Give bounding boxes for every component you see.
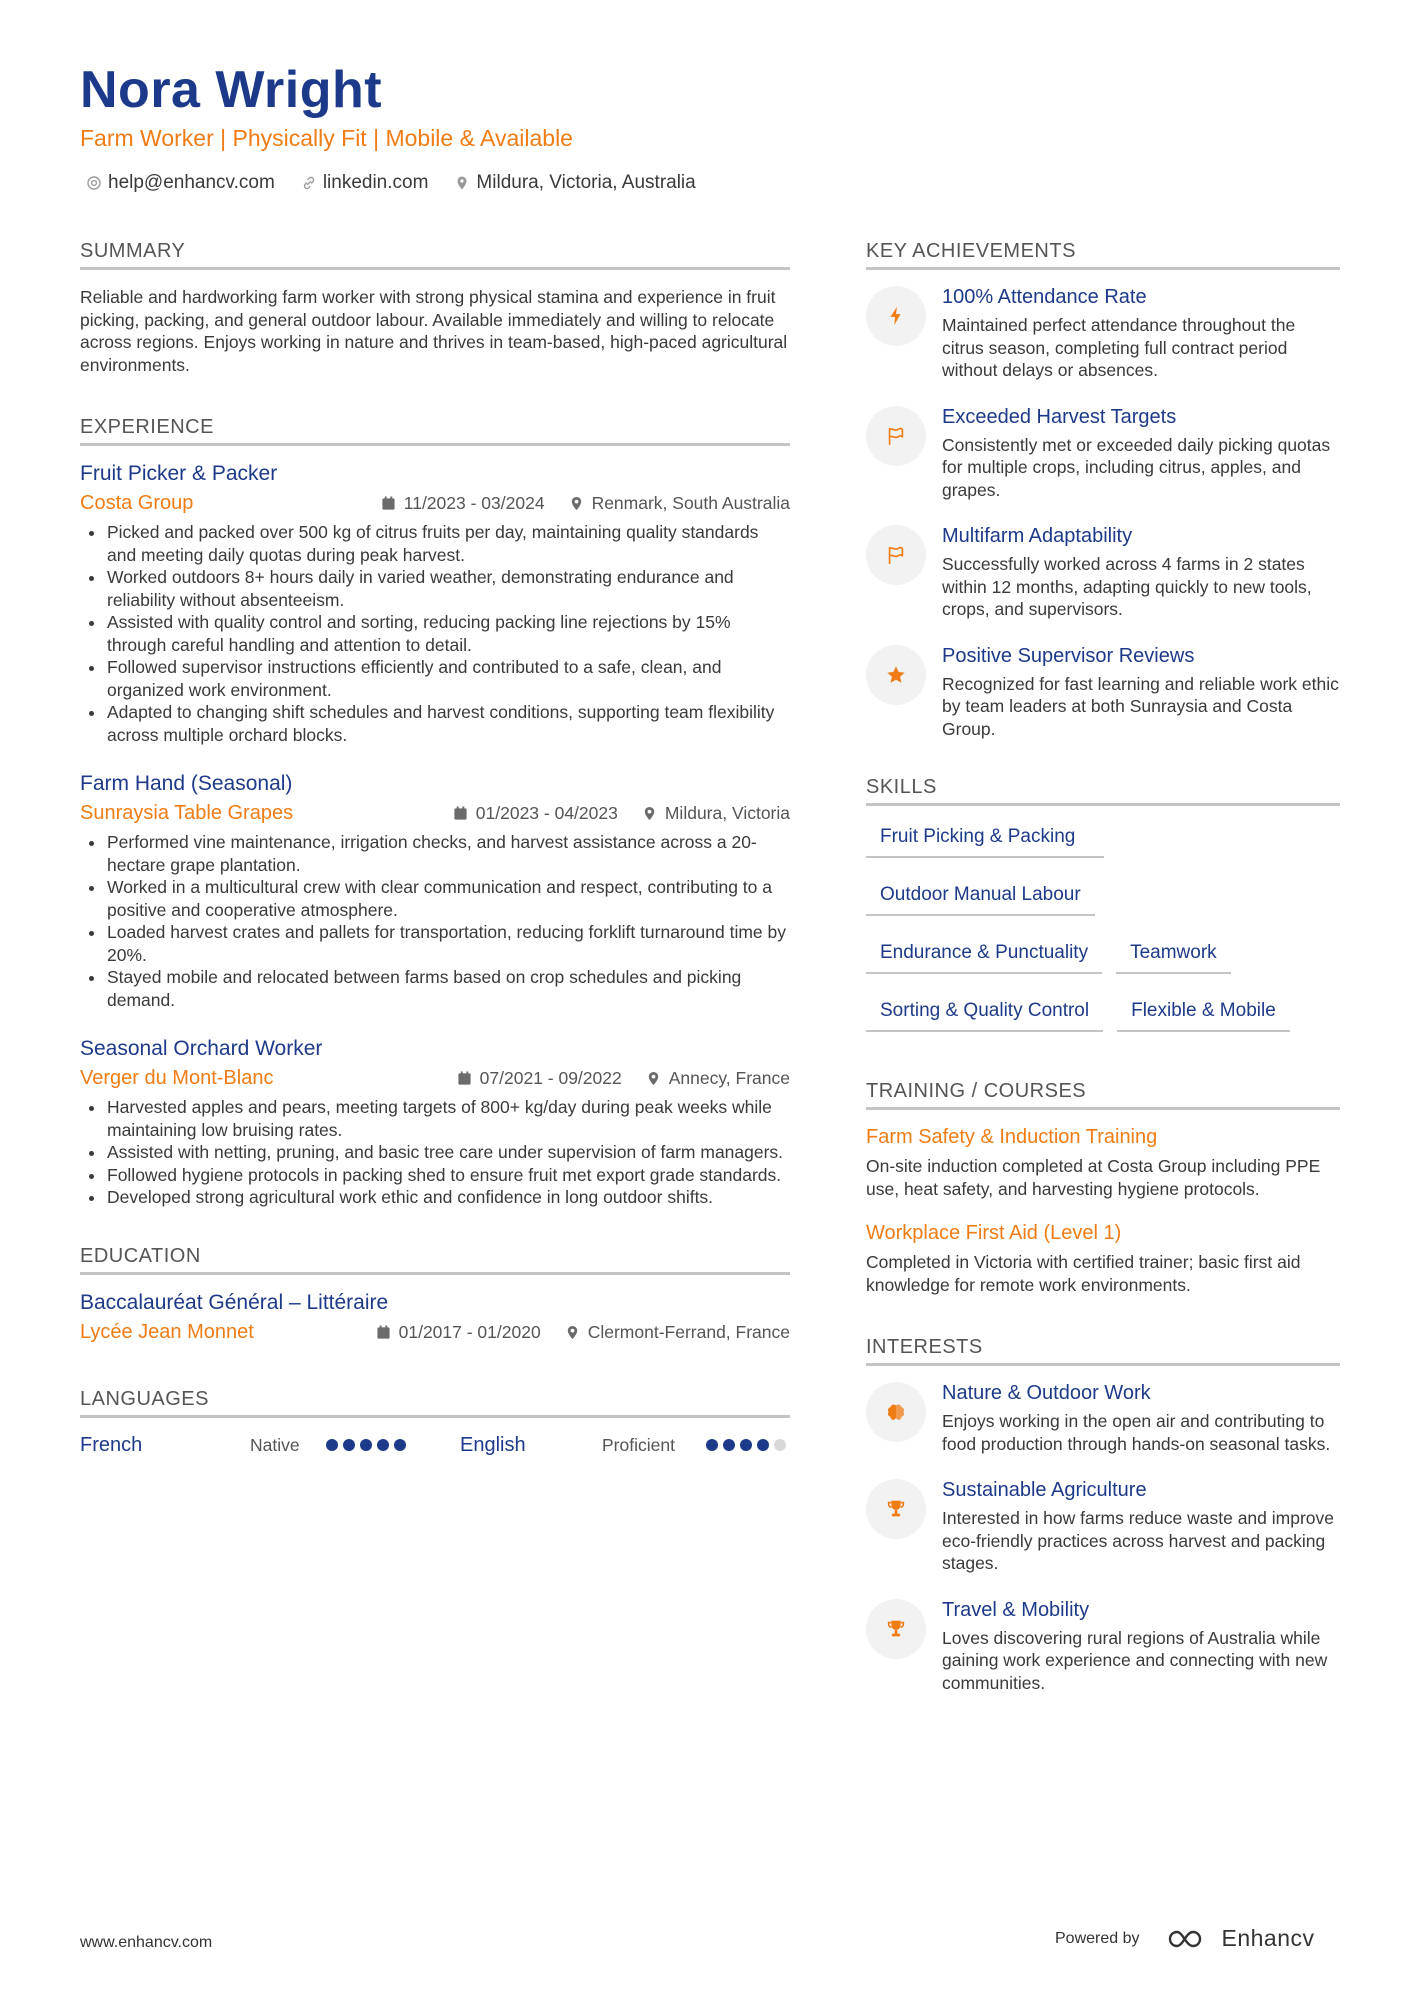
- contact-email[interactable]: [86, 172, 275, 194]
- skill-tag: Flexible & Mobile: [1117, 996, 1290, 1032]
- rating-dot-empty: [774, 1439, 786, 1451]
- section-title: KEY ACHIEVEMENTS: [866, 240, 1340, 270]
- interest-body: [942, 1382, 1340, 1455]
- degree-title: Baccalauréat Général – Littéraire: [80, 1290, 389, 1314]
- achievement-title: Multifarm Adaptability: [942, 525, 1133, 547]
- achievements-section: [866, 240, 1340, 740]
- achievement-body: [942, 525, 1340, 621]
- job-dates: [457, 1068, 622, 1089]
- interest-title: Sustainable Agriculture: [942, 1479, 1147, 1501]
- achievement-text: Successfully worked across 4 farms in 2 states within 12 months, adapting quickly to new tools, crops, and supervisors.: [942, 554, 1312, 619]
- interest-item: [866, 1382, 1340, 1455]
- summary-section: [80, 240, 790, 376]
- education-meta-right: [376, 1322, 790, 1343]
- contact-linkedin[interactable]: [301, 172, 429, 194]
- language-name: English: [460, 1433, 526, 1456]
- job-title: Farm Hand (Seasonal): [80, 772, 293, 795]
- rating-dot-filled: [723, 1439, 735, 1451]
- company-name: Sunraysia Table Grapes: [80, 802, 294, 824]
- course-text: Completed in Victoria with certified trainer; basic first aid knowledge for remote work environments.: [866, 1252, 1301, 1295]
- interest-icon-badge: [866, 1382, 926, 1442]
- section-title: EXPERIENCE: [80, 416, 790, 446]
- interest-icon-badge: [866, 1479, 926, 1539]
- calendar-icon: [381, 496, 396, 511]
- right-column: [866, 240, 1340, 1734]
- interest-text: Enjoys working in the open air and contributing to food production through hands-on seasonal tasks.: [942, 1411, 1331, 1454]
- course-title: Workplace First Aid (Level 1): [866, 1222, 1122, 1244]
- interest-item: [866, 1479, 1340, 1575]
- rating-dot-filled: [360, 1439, 372, 1451]
- section-title: EDUCATION: [80, 1245, 790, 1275]
- contact-bar: [86, 172, 696, 194]
- achievement-item: [866, 406, 1340, 502]
- job-location: [646, 1068, 790, 1089]
- language-level: Proficient: [602, 1434, 675, 1455]
- star-icon: [885, 664, 907, 686]
- interest-item: [866, 1599, 1340, 1695]
- job-bullets: [80, 831, 790, 1011]
- lightning-icon: [885, 305, 907, 327]
- job-bullets: [80, 521, 790, 746]
- interest-title: Nature & Outdoor Work: [942, 1382, 1151, 1404]
- job-dates: [381, 493, 545, 514]
- link-icon: [301, 175, 317, 191]
- interest-body: [942, 1479, 1340, 1575]
- location-pin-icon: [642, 806, 657, 821]
- skills-list: [866, 822, 1336, 1032]
- powered-by-label: Powered by: [1055, 1929, 1140, 1947]
- rating-dot-filled: [377, 1439, 389, 1451]
- job-location: [642, 803, 790, 824]
- skill-tag: Outdoor Manual Labour: [866, 880, 1095, 916]
- company-name: Costa Group: [80, 492, 194, 514]
- achievement-title: 100% Attendance Rate: [942, 286, 1147, 308]
- job-title: Fruit Picker & Packer: [80, 462, 278, 485]
- achievement-icon-badge: [866, 645, 926, 705]
- experience-item: [80, 1037, 790, 1209]
- skill-tag: Endurance & Punctuality: [866, 938, 1102, 974]
- brain-icon: [885, 1401, 907, 1423]
- section-title: LANGUAGES: [80, 1388, 790, 1418]
- school-name: Lycée Jean Monnet: [80, 1320, 254, 1343]
- rating-dot-filled: [757, 1439, 769, 1451]
- dates-text: 01/2017 - 01/2020: [398, 1321, 541, 1342]
- calendar-icon: [453, 806, 468, 821]
- company-name: Verger du Mont-Blanc: [80, 1067, 274, 1089]
- experience-section: [80, 416, 790, 1209]
- enhancv-logo-icon: [1166, 1927, 1212, 1951]
- course-item: [866, 1222, 1340, 1296]
- flag-icon: [885, 544, 907, 566]
- education-section: [80, 1245, 790, 1344]
- job-meta: [80, 492, 790, 515]
- linkedin-text: linkedin.com: [322, 172, 429, 193]
- skill-tag: Fruit Picking & Packing: [866, 822, 1104, 858]
- location-text: Renmark, South Australia: [591, 493, 790, 513]
- experience-item: [80, 772, 790, 1011]
- achievement-text: Recognized for fast learning and reliable work ethic by team leaders at both Sunraysia and Costa Group.: [942, 673, 1339, 739]
- rating-dot-filled: [343, 1439, 355, 1451]
- location-pin-icon: [646, 1071, 661, 1086]
- section-title: SKILLS: [866, 776, 1340, 806]
- education-dates: [376, 1322, 541, 1343]
- rating-dot-filled: [706, 1439, 718, 1451]
- bullet-item: Performed vine maintenance, irrigation checks, and harvest assistance across a 20-hectare grape plantation.: [80, 831, 790, 876]
- dates-text: 11/2023 - 03/2024: [403, 493, 545, 513]
- location-text: Annecy, France: [668, 1068, 790, 1088]
- interests-section: [866, 1336, 1340, 1694]
- dates-text: 01/2023 - 04/2023: [475, 803, 618, 823]
- bullet-item: Developed strong agricultural work ethic and confidence in long outdoor shifts.: [80, 1186, 790, 1209]
- language-level: Native: [250, 1434, 300, 1455]
- bullet-item: Followed supervisor instructions efficiently and contributed to a safe, clean, and organized work environment.: [80, 656, 790, 701]
- achievement-body: [942, 286, 1340, 382]
- at-icon: [86, 175, 102, 191]
- interest-body: [942, 1599, 1340, 1695]
- achievement-body: [942, 406, 1340, 502]
- flag-icon: [885, 425, 907, 447]
- bullet-item: Followed hygiene protocols in packing shed to ensure fruit met export grade standards.: [80, 1164, 790, 1187]
- language-rating: [326, 1439, 406, 1451]
- bullet-item: Assisted with quality control and sorting, reducing packing line rejections by 15% through careful handling and attention to detail.: [80, 611, 790, 656]
- contact-location: [454, 172, 695, 194]
- languages-row: [80, 1434, 790, 1457]
- headline: Farm Worker | Physically Fit | Mobile & Available: [80, 125, 573, 151]
- section-title: SUMMARY: [80, 240, 790, 270]
- interest-text: Loves discovering rural regions of Australia while gaining work experience and connecting with new communities.: [942, 1627, 1328, 1693]
- interest-icon-badge: [866, 1599, 926, 1659]
- achievement-title: Positive Supervisor Reviews: [942, 644, 1195, 667]
- job-meta-right: [453, 803, 790, 824]
- job-title: Seasonal Orchard Worker: [80, 1037, 323, 1060]
- section-title: TRAINING / COURSES: [866, 1080, 1340, 1110]
- job-location: [569, 493, 790, 514]
- job-dates: [453, 803, 618, 824]
- location-pin-icon: [569, 496, 584, 511]
- languages-section: [80, 1388, 790, 1457]
- interest-title: Travel & Mobility: [942, 1598, 1090, 1621]
- skill-tag: Teamwork: [1116, 938, 1231, 974]
- section-title: INTERESTS: [866, 1336, 1340, 1366]
- brand-name: Enhancv: [1221, 1925, 1315, 1951]
- location-pin-icon: [454, 175, 470, 191]
- rating-dot-filled: [394, 1439, 406, 1451]
- skill-tag: Sorting & Quality Control: [866, 996, 1103, 1032]
- achievement-item: [866, 645, 1340, 741]
- achievement-icon-badge: [866, 406, 926, 466]
- bullet-item: Harvested apples and pears, meeting targets of 800+ kg/day during peak weeks while maintaining low bruising rates.: [80, 1096, 790, 1141]
- course-title: Farm Safety & Induction Training: [866, 1126, 1158, 1148]
- calendar-icon: [376, 1325, 391, 1340]
- footer-website[interactable]: www.enhancv.com: [80, 1934, 213, 1951]
- course-text: On-site induction completed at Costa Group including PPE use, heat safety, and harvesting hygiene protocols.: [866, 1156, 1321, 1199]
- achievement-text: Consistently met or exceeded daily picking quotas for multiple crops, including citrus, apples, and grapes.: [942, 434, 1331, 500]
- bullet-item: Picked and packed over 500 kg of citrus fruits per day, maintaining quality standards and meeting daily quotas during peak harvest.: [80, 521, 790, 566]
- location-text: Mildura, Victoria, Australia: [476, 172, 696, 193]
- bullet-item: Worked in a multicultural crew with clear communication and respect, contributing to a positive and cooperative atmosphere.: [80, 876, 790, 921]
- skills-section: [866, 776, 1340, 1032]
- footer-brand: [1055, 1925, 1315, 1952]
- education-location: [565, 1322, 790, 1343]
- calendar-icon: [457, 1071, 472, 1086]
- location-text: Clermont-Ferrand, France: [587, 1321, 790, 1342]
- bullet-item: Loaded harvest crates and pallets for transportation, reducing forklift turnaround time by 20%.: [80, 921, 790, 966]
- education-meta: [80, 1321, 790, 1344]
- achievement-item: [866, 525, 1340, 621]
- achievement-item: [866, 286, 1340, 382]
- experience-item: [80, 462, 790, 746]
- bullet-item: Adapted to changing shift schedules and harvest conditions, supporting team flexibility across multiple orchard blocks.: [80, 701, 790, 746]
- achievement-text: Maintained perfect attendance throughout the citrus season, completing full contract period without delays or absences.: [942, 315, 1296, 380]
- achievement-icon-badge: [866, 286, 926, 346]
- location-text: Mildura, Victoria: [664, 803, 790, 823]
- location-pin-icon: [565, 1325, 580, 1340]
- bullet-item: Stayed mobile and relocated between farms based on crop schedules and picking demand.: [80, 966, 790, 1011]
- rating-dot-filled: [326, 1439, 338, 1451]
- language-name: French: [80, 1433, 143, 1456]
- achievement-body: [942, 645, 1340, 741]
- language-rating: [706, 1439, 786, 1451]
- job-meta: [80, 1067, 790, 1090]
- bullet-item: Assisted with netting, pruning, and basic tree care under supervision of farm managers.: [80, 1141, 790, 1164]
- interest-text: Interested in how farms reduce waste and improve eco-friendly practices across harvest and packing stages.: [942, 1508, 1334, 1573]
- trophy-icon: [885, 1498, 907, 1520]
- bullet-item: Worked outdoors 8+ hours daily in varied weather, demonstrating endurance and reliability without absenteeism.: [80, 566, 790, 611]
- summary-text: Reliable and hardworking farm worker with strong physical stamina and experience in fruit picking, packing, and general outdoor labour. Available immediately and willing to relocate across regions. Enjoys working in nature and thrives in team-based, high-paced agricultural environments.: [80, 287, 788, 375]
- email-text: help@enhancv.com: [108, 172, 275, 193]
- job-meta-right: [457, 1068, 790, 1089]
- job-bullets: [80, 1096, 790, 1209]
- job-meta-right: [381, 493, 790, 514]
- candidate-name: Nora Wright: [80, 61, 383, 119]
- course-item: [866, 1126, 1340, 1200]
- rating-dot-filled: [740, 1439, 752, 1451]
- trophy-icon: [885, 1618, 907, 1640]
- job-meta: [80, 802, 790, 825]
- training-section: [866, 1080, 1340, 1296]
- language-item: [80, 1434, 460, 1457]
- left-column: [80, 240, 790, 1497]
- language-item: [460, 1434, 790, 1457]
- dates-text: 07/2021 - 09/2022: [479, 1068, 622, 1088]
- achievement-title: Exceeded Harvest Targets: [942, 405, 1177, 428]
- achievement-icon-badge: [866, 525, 926, 585]
- enhancv-logo[interactable]: [1166, 1925, 1315, 1952]
